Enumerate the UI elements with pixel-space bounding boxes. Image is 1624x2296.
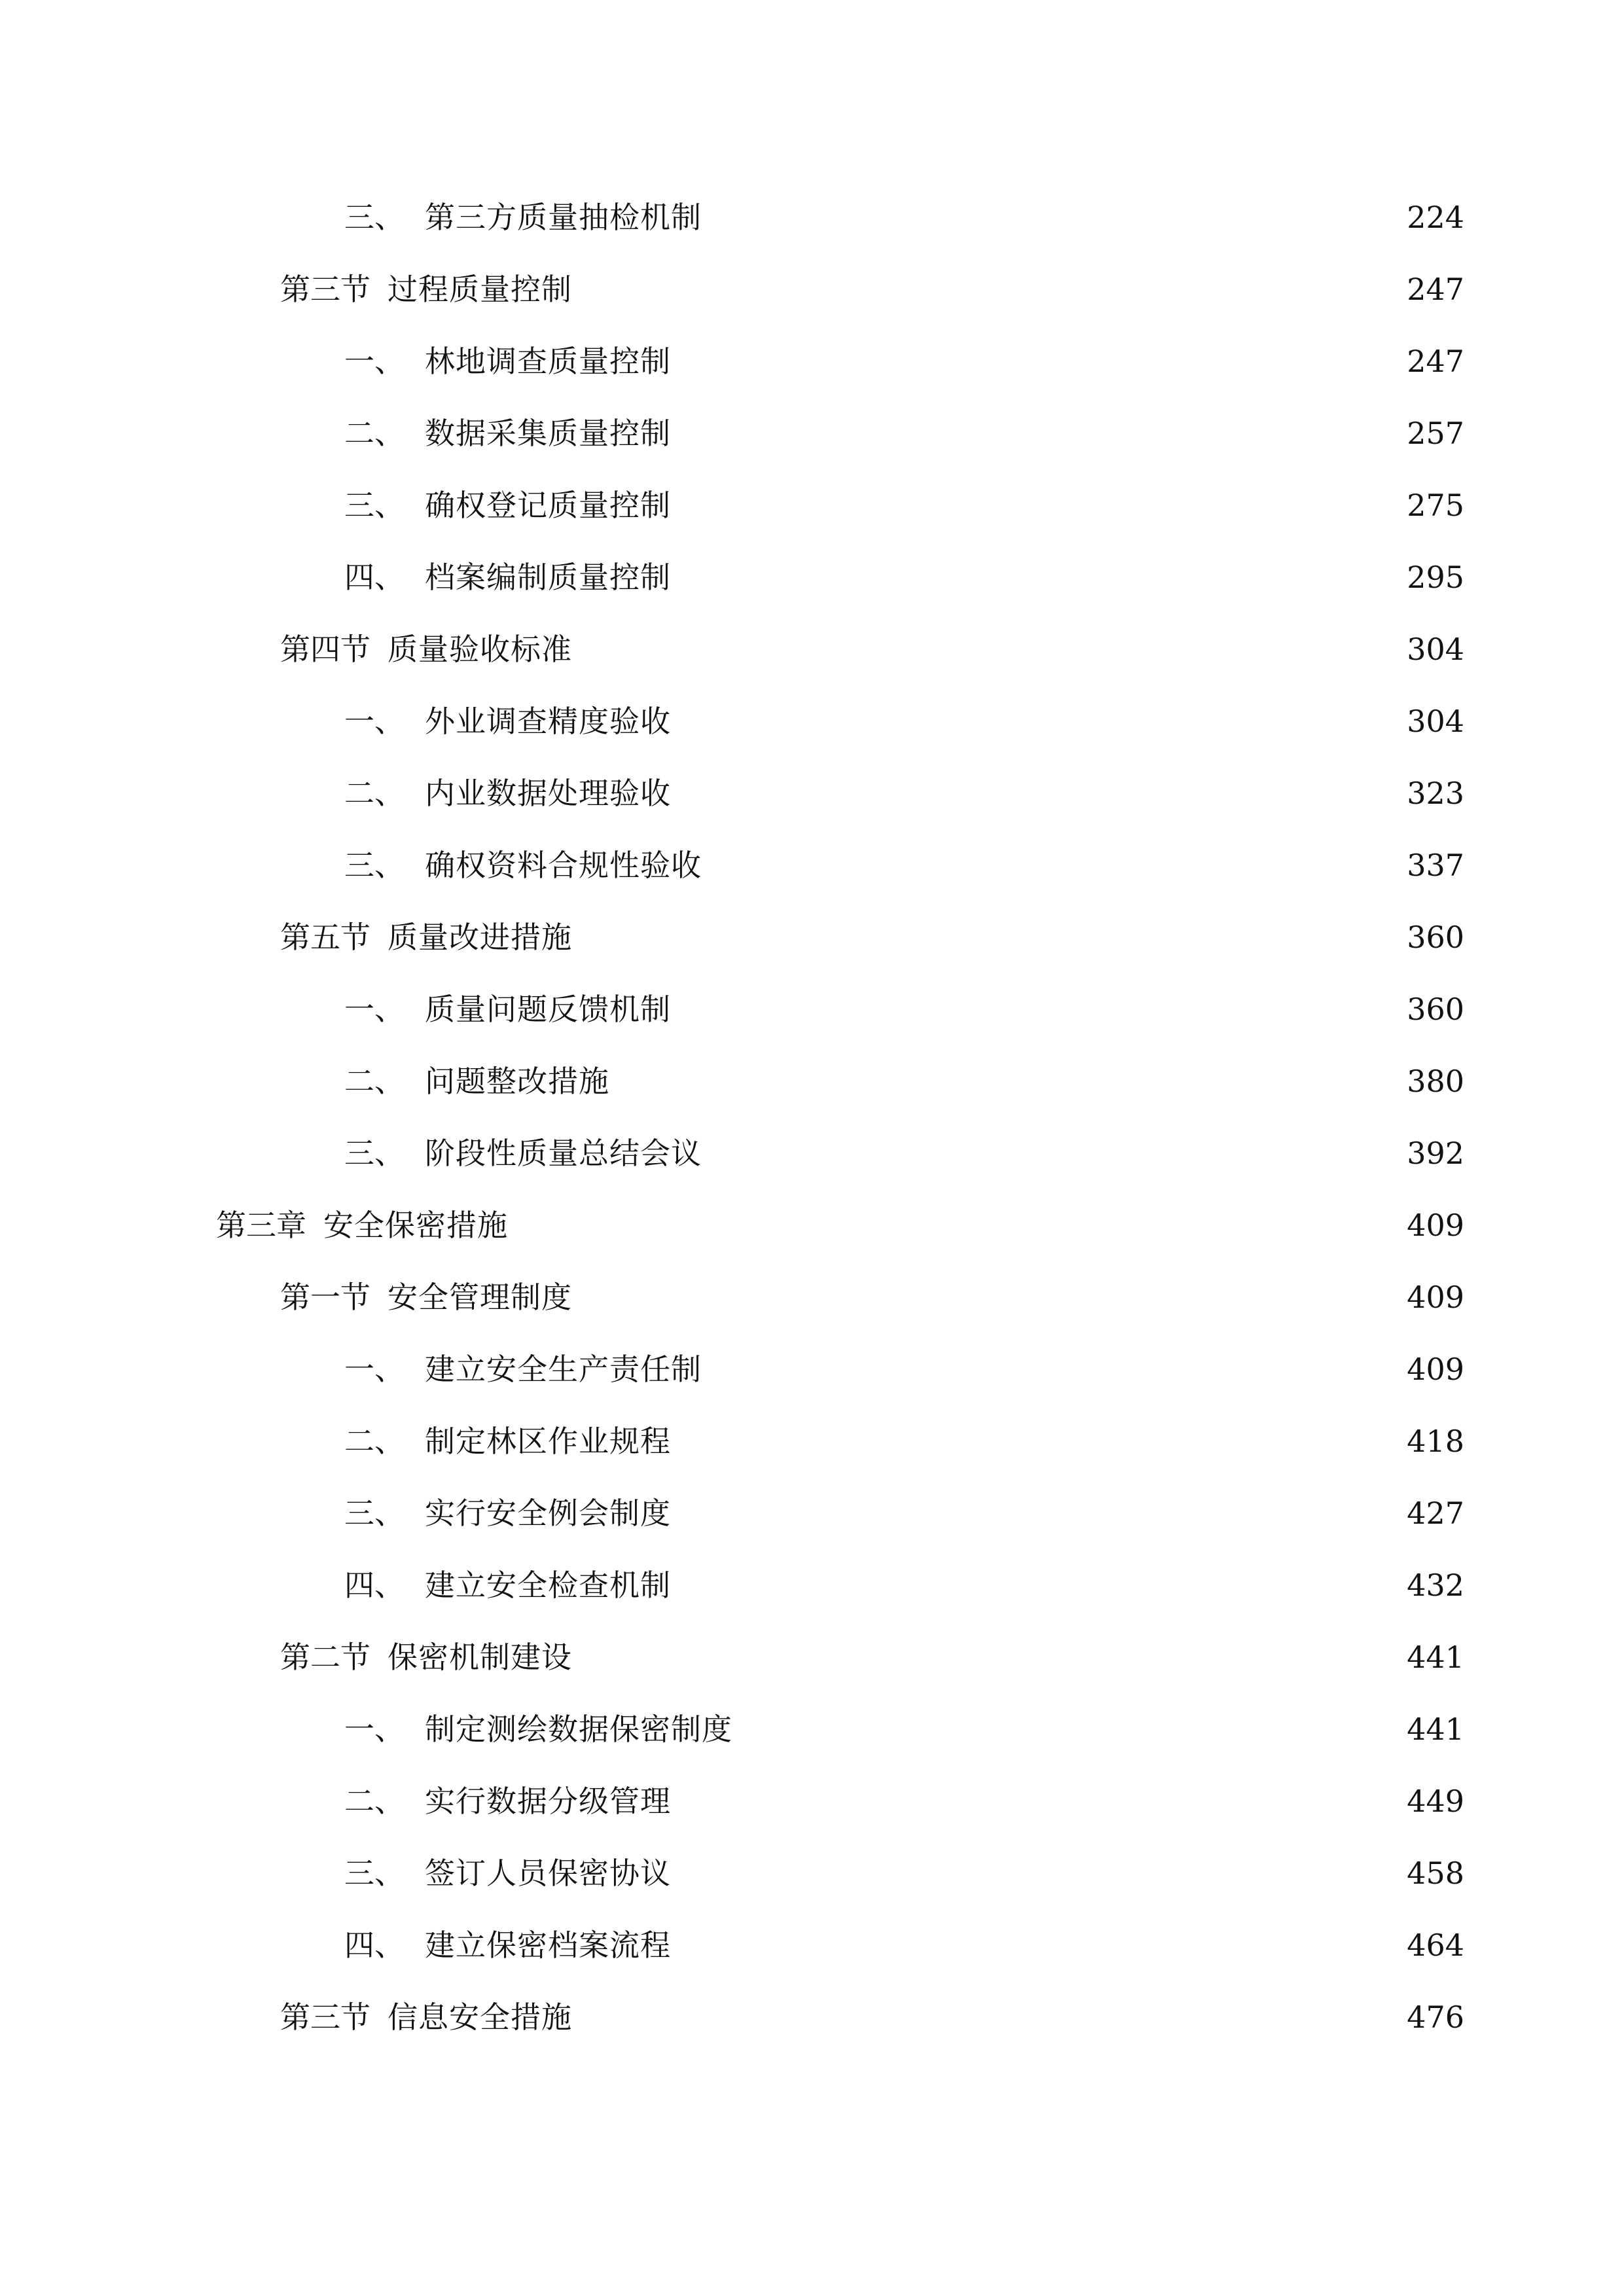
toc-entry[interactable] (0, 973, 1624, 1045)
toc-entry-title: 内业数据处理验收 (425, 776, 671, 811)
toc-entry[interactable] (0, 829, 1624, 901)
toc-entry-title: 建立保密档案流程 (425, 1928, 671, 1963)
toc-entry-page-number: 224 (1407, 200, 1464, 235)
dot-leader (708, 850, 1401, 880)
toc-entry-title: 安全管理制度 (388, 1280, 572, 1315)
dot-leader (708, 1354, 1401, 1384)
toc-entry-page-number: 418 (1407, 1424, 1464, 1459)
dot-leader (579, 1642, 1401, 1672)
toc-entry-page-number: 458 (1407, 1856, 1464, 1891)
toc-entry-page-number: 247 (1407, 344, 1464, 379)
toc-entry-title: 质量验收标准 (388, 632, 572, 667)
toc-entry-title: 质量改进措施 (388, 920, 572, 955)
toc-entry-page-number: 441 (1407, 1712, 1464, 1747)
toc-entry-number: 二、 (344, 1424, 405, 1459)
toc-entry[interactable] (0, 613, 1624, 685)
toc-entry[interactable] (0, 1333, 1624, 1405)
toc-entry-page-number: 275 (1407, 488, 1464, 523)
toc-entry-title: 安全保密措施 (323, 1208, 508, 1243)
toc-entry-page-number: 464 (1407, 1928, 1464, 1963)
toc-entry-title: 过程质量控制 (388, 272, 572, 307)
dot-leader (677, 1786, 1401, 1816)
toc-entry-title: 质量问题反馈机制 (425, 992, 671, 1027)
dot-leader (677, 706, 1401, 736)
toc-entry[interactable] (0, 1189, 1624, 1261)
toc-entry-number: 四、 (344, 1928, 405, 1963)
toc-entry[interactable] (0, 1477, 1624, 1549)
dot-leader (677, 1858, 1401, 1888)
toc-entry-title: 实行数据分级管理 (425, 1784, 671, 1819)
toc-entry-number: 三、 (344, 1496, 405, 1531)
toc-entry-number: 二、 (344, 416, 405, 451)
toc-entry-number: 四、 (344, 560, 405, 595)
toc-entry[interactable] (0, 1117, 1624, 1189)
toc-entry[interactable] (0, 901, 1624, 973)
toc-entry-page-number: 392 (1407, 1136, 1464, 1171)
toc-entry-page-number: 476 (1407, 2000, 1464, 2035)
toc-entry-title: 实行安全例会制度 (425, 1496, 671, 1531)
toc-entry-title: 第三方质量抽检机制 (425, 200, 702, 235)
toc-entry[interactable] (0, 1837, 1624, 1909)
dot-leader (579, 922, 1401, 952)
toc-entry-title: 保密机制建设 (388, 1640, 572, 1675)
toc-entry[interactable] (0, 541, 1624, 613)
toc-entry-number: 二、 (344, 776, 405, 811)
toc-entry-page-number: 295 (1407, 560, 1464, 595)
dot-leader (677, 562, 1401, 592)
toc-entry[interactable] (0, 1765, 1624, 1837)
toc-entry-number: 一、 (344, 344, 405, 379)
toc-entry-number: 一、 (344, 1352, 405, 1387)
dot-leader (579, 2002, 1401, 2032)
toc-entry[interactable] (0, 1621, 1624, 1693)
toc-entry-page-number: 304 (1407, 704, 1464, 739)
toc-entry-page-number: 337 (1407, 848, 1464, 883)
toc-entry-number: 第四节 (280, 632, 370, 667)
toc-entry-title: 林地调查质量控制 (425, 344, 671, 379)
toc-entry-title: 数据采集质量控制 (425, 416, 671, 451)
toc-entry-page-number: 323 (1407, 776, 1464, 811)
toc-entry-page-number: 409 (1407, 1280, 1464, 1315)
toc-entry-title: 信息安全措施 (388, 2000, 572, 2035)
toc-entry-number: 二、 (344, 1784, 405, 1819)
toc-entry[interactable] (0, 253, 1624, 325)
toc-entry-page-number: 449 (1407, 1784, 1464, 1819)
dot-leader (579, 274, 1401, 304)
toc-entry-title: 问题整改措施 (425, 1064, 609, 1099)
toc-entry[interactable] (0, 1981, 1624, 2053)
toc-entry-title: 档案编制质量控制 (425, 560, 671, 595)
toc-entry-number: 三、 (344, 1136, 405, 1171)
toc-entry-page-number: 257 (1407, 416, 1464, 451)
toc-entry-title: 阶段性质量总结会议 (425, 1136, 702, 1171)
dot-leader (677, 1426, 1401, 1456)
toc-entry-page-number: 409 (1407, 1208, 1464, 1243)
toc-entry[interactable] (0, 1693, 1624, 1765)
toc-entry[interactable] (0, 1261, 1624, 1333)
dot-leader (579, 634, 1401, 664)
toc-entry-number: 一、 (344, 1712, 405, 1747)
dot-leader (677, 1570, 1401, 1600)
toc-entry-page-number: 432 (1407, 1568, 1464, 1603)
toc-entry-page-number: 441 (1407, 1640, 1464, 1675)
toc-entry-page-number: 360 (1407, 992, 1464, 1027)
toc-entry[interactable] (0, 397, 1624, 469)
dot-leader (514, 1210, 1401, 1240)
toc-entry[interactable] (0, 685, 1624, 757)
toc-entry-number: 第二节 (280, 1640, 370, 1675)
dot-leader (708, 1138, 1401, 1168)
toc-entry[interactable] (0, 1909, 1624, 1981)
toc-entry-number: 第三章 (216, 1208, 306, 1243)
toc-entry[interactable] (0, 1405, 1624, 1477)
toc-entry-number: 三、 (344, 1856, 405, 1891)
toc-entry-title: 确权登记质量控制 (425, 488, 671, 523)
dot-leader (677, 418, 1401, 448)
toc-entry-page-number: 427 (1407, 1496, 1464, 1531)
toc-entry-number: 四、 (344, 1568, 405, 1603)
dot-leader (677, 778, 1401, 808)
toc-entry-number: 第一节 (280, 1280, 370, 1315)
toc-entry-title: 制定林区作业规程 (425, 1424, 671, 1459)
toc-entry-number: 二、 (344, 1064, 405, 1099)
toc-entry-page-number: 380 (1407, 1064, 1464, 1099)
toc-entry-page-number: 304 (1407, 632, 1464, 667)
toc-entry[interactable] (0, 1549, 1624, 1621)
toc-entry-number: 第三节 (280, 272, 370, 307)
toc-entry-title: 建立安全检查机制 (425, 1568, 671, 1603)
table-of-contents (0, 181, 1624, 2053)
dot-leader (616, 1066, 1401, 1096)
dot-leader (677, 490, 1401, 520)
toc-entry-title: 制定测绘数据保密制度 (425, 1712, 732, 1747)
toc-entry[interactable] (0, 1045, 1624, 1117)
toc-entry-page-number: 360 (1407, 920, 1464, 955)
dot-leader (677, 1498, 1401, 1528)
dot-leader (677, 994, 1401, 1024)
dot-leader (708, 202, 1401, 232)
dot-leader (677, 346, 1401, 376)
toc-entry-number: 三、 (344, 848, 405, 883)
dot-leader (739, 1714, 1401, 1744)
toc-entry[interactable] (0, 325, 1624, 397)
toc-entry-number: 三、 (344, 200, 405, 235)
toc-entry-title: 签订人员保密协议 (425, 1856, 671, 1891)
toc-entry-number: 第五节 (280, 920, 370, 955)
toc-entry-number: 三、 (344, 488, 405, 523)
toc-entry-number: 一、 (344, 992, 405, 1027)
toc-entry[interactable] (0, 757, 1624, 829)
dot-leader (579, 1282, 1401, 1312)
toc-entry-title: 外业调查精度验收 (425, 704, 671, 739)
toc-entry-page-number: 409 (1407, 1352, 1464, 1387)
toc-entry-number: 一、 (344, 704, 405, 739)
toc-entry-title: 确权资料合规性验收 (425, 848, 702, 883)
dot-leader (677, 1930, 1401, 1960)
toc-entry[interactable] (0, 181, 1624, 253)
toc-entry[interactable] (0, 469, 1624, 541)
toc-entry-title: 建立安全生产责任制 (425, 1352, 702, 1387)
toc-entry-page-number: 247 (1407, 272, 1464, 307)
toc-entry-number: 第三节 (280, 2000, 370, 2035)
